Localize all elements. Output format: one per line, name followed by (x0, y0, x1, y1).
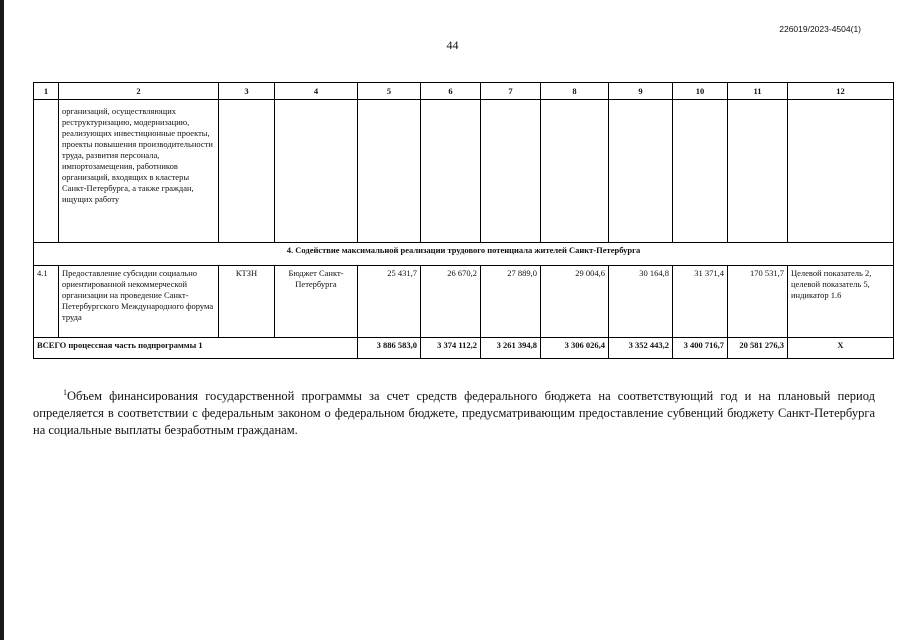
row-source: Бюджет Санкт-Петербурга (275, 266, 358, 338)
section-row (34, 243, 894, 266)
total-value: 3 352 443,2 (609, 338, 673, 359)
continuation-row (34, 100, 894, 243)
total-value: 3 400 716,7 (673, 338, 728, 359)
footnote-text: Объем финансирования государственной программы за счет средств федерального бюджета на соответствующий год и на плановый период определяется в соответствии с федеральным законом о федеральном бюджете, предусматривающим предоставление субвенций бюджету Санкт-Петербурга на социальные выплаты безработным гражданам. (33, 389, 875, 438)
header-cell: 8 (541, 83, 609, 100)
header-cell: 5 (358, 83, 421, 100)
total-value: 3 374 112,2 (421, 338, 481, 359)
value-cell: 25 431,7 (358, 266, 421, 338)
header-cell: 10 (673, 83, 728, 100)
row-executor: КТЗН (219, 266, 275, 338)
continuation-text: организаций, осуществляющих реструктуризацию, модернизацию, реализующих инвестиционные проекты, проекты повышения производительности труда, развития персонала, импортозамещения, работников организаций, входящих в кластеры Санкт-Петербурга, а также граждан, ищущих работу (59, 100, 219, 243)
value-cell: 26 670,2 (421, 266, 481, 338)
total-value: 3 306 026,4 (541, 338, 609, 359)
footnote (33, 384, 875, 439)
header-cell: 12 (788, 83, 894, 100)
total-last: X (788, 338, 894, 359)
value-cell: 30 164,8 (609, 266, 673, 338)
total-row (34, 338, 894, 359)
document-id: 226019/2023-4504(1) (779, 24, 861, 34)
header-cell: 6 (421, 83, 481, 100)
header-row (34, 83, 894, 100)
header-cell: 9 (609, 83, 673, 100)
row-name: Предоставление субсидии социально ориентированной некоммерческой организации на проведение Санкт-Петербургского Международного форума труда (59, 266, 219, 338)
header-cell: 3 (219, 83, 275, 100)
row-number: 4.1 (34, 266, 59, 338)
scan-edge (0, 0, 4, 640)
total-value: 3 261 394,8 (481, 338, 541, 359)
total-value: 20 581 276,3 (728, 338, 788, 359)
header-cell: 2 (59, 83, 219, 100)
value-cell: 170 531,7 (728, 266, 788, 338)
value-cell: 31 371,4 (673, 266, 728, 338)
total-value: 3 886 583,0 (358, 338, 421, 359)
header-cell: 11 (728, 83, 788, 100)
financing-table (33, 82, 894, 359)
value-cell: 29 004,6 (541, 266, 609, 338)
page-number: 44 (446, 38, 459, 52)
total-label: ВСЕГО процессная часть подпрограммы 1 (34, 338, 358, 359)
header-cell: 1 (34, 83, 59, 100)
table-row (34, 266, 894, 338)
header-cell: 7 (481, 83, 541, 100)
footnote-marker: 1 (63, 388, 67, 397)
header-cell: 4 (275, 83, 358, 100)
value-cell: 27 889,0 (481, 266, 541, 338)
section-title: 4. Содействие максимальной реализации трудового потенциала жителей Санкт-Петербурга (34, 243, 894, 266)
row-indicators: Целевой показатель 2, целевой показатель 5, индикатор 1.6 (788, 266, 894, 338)
